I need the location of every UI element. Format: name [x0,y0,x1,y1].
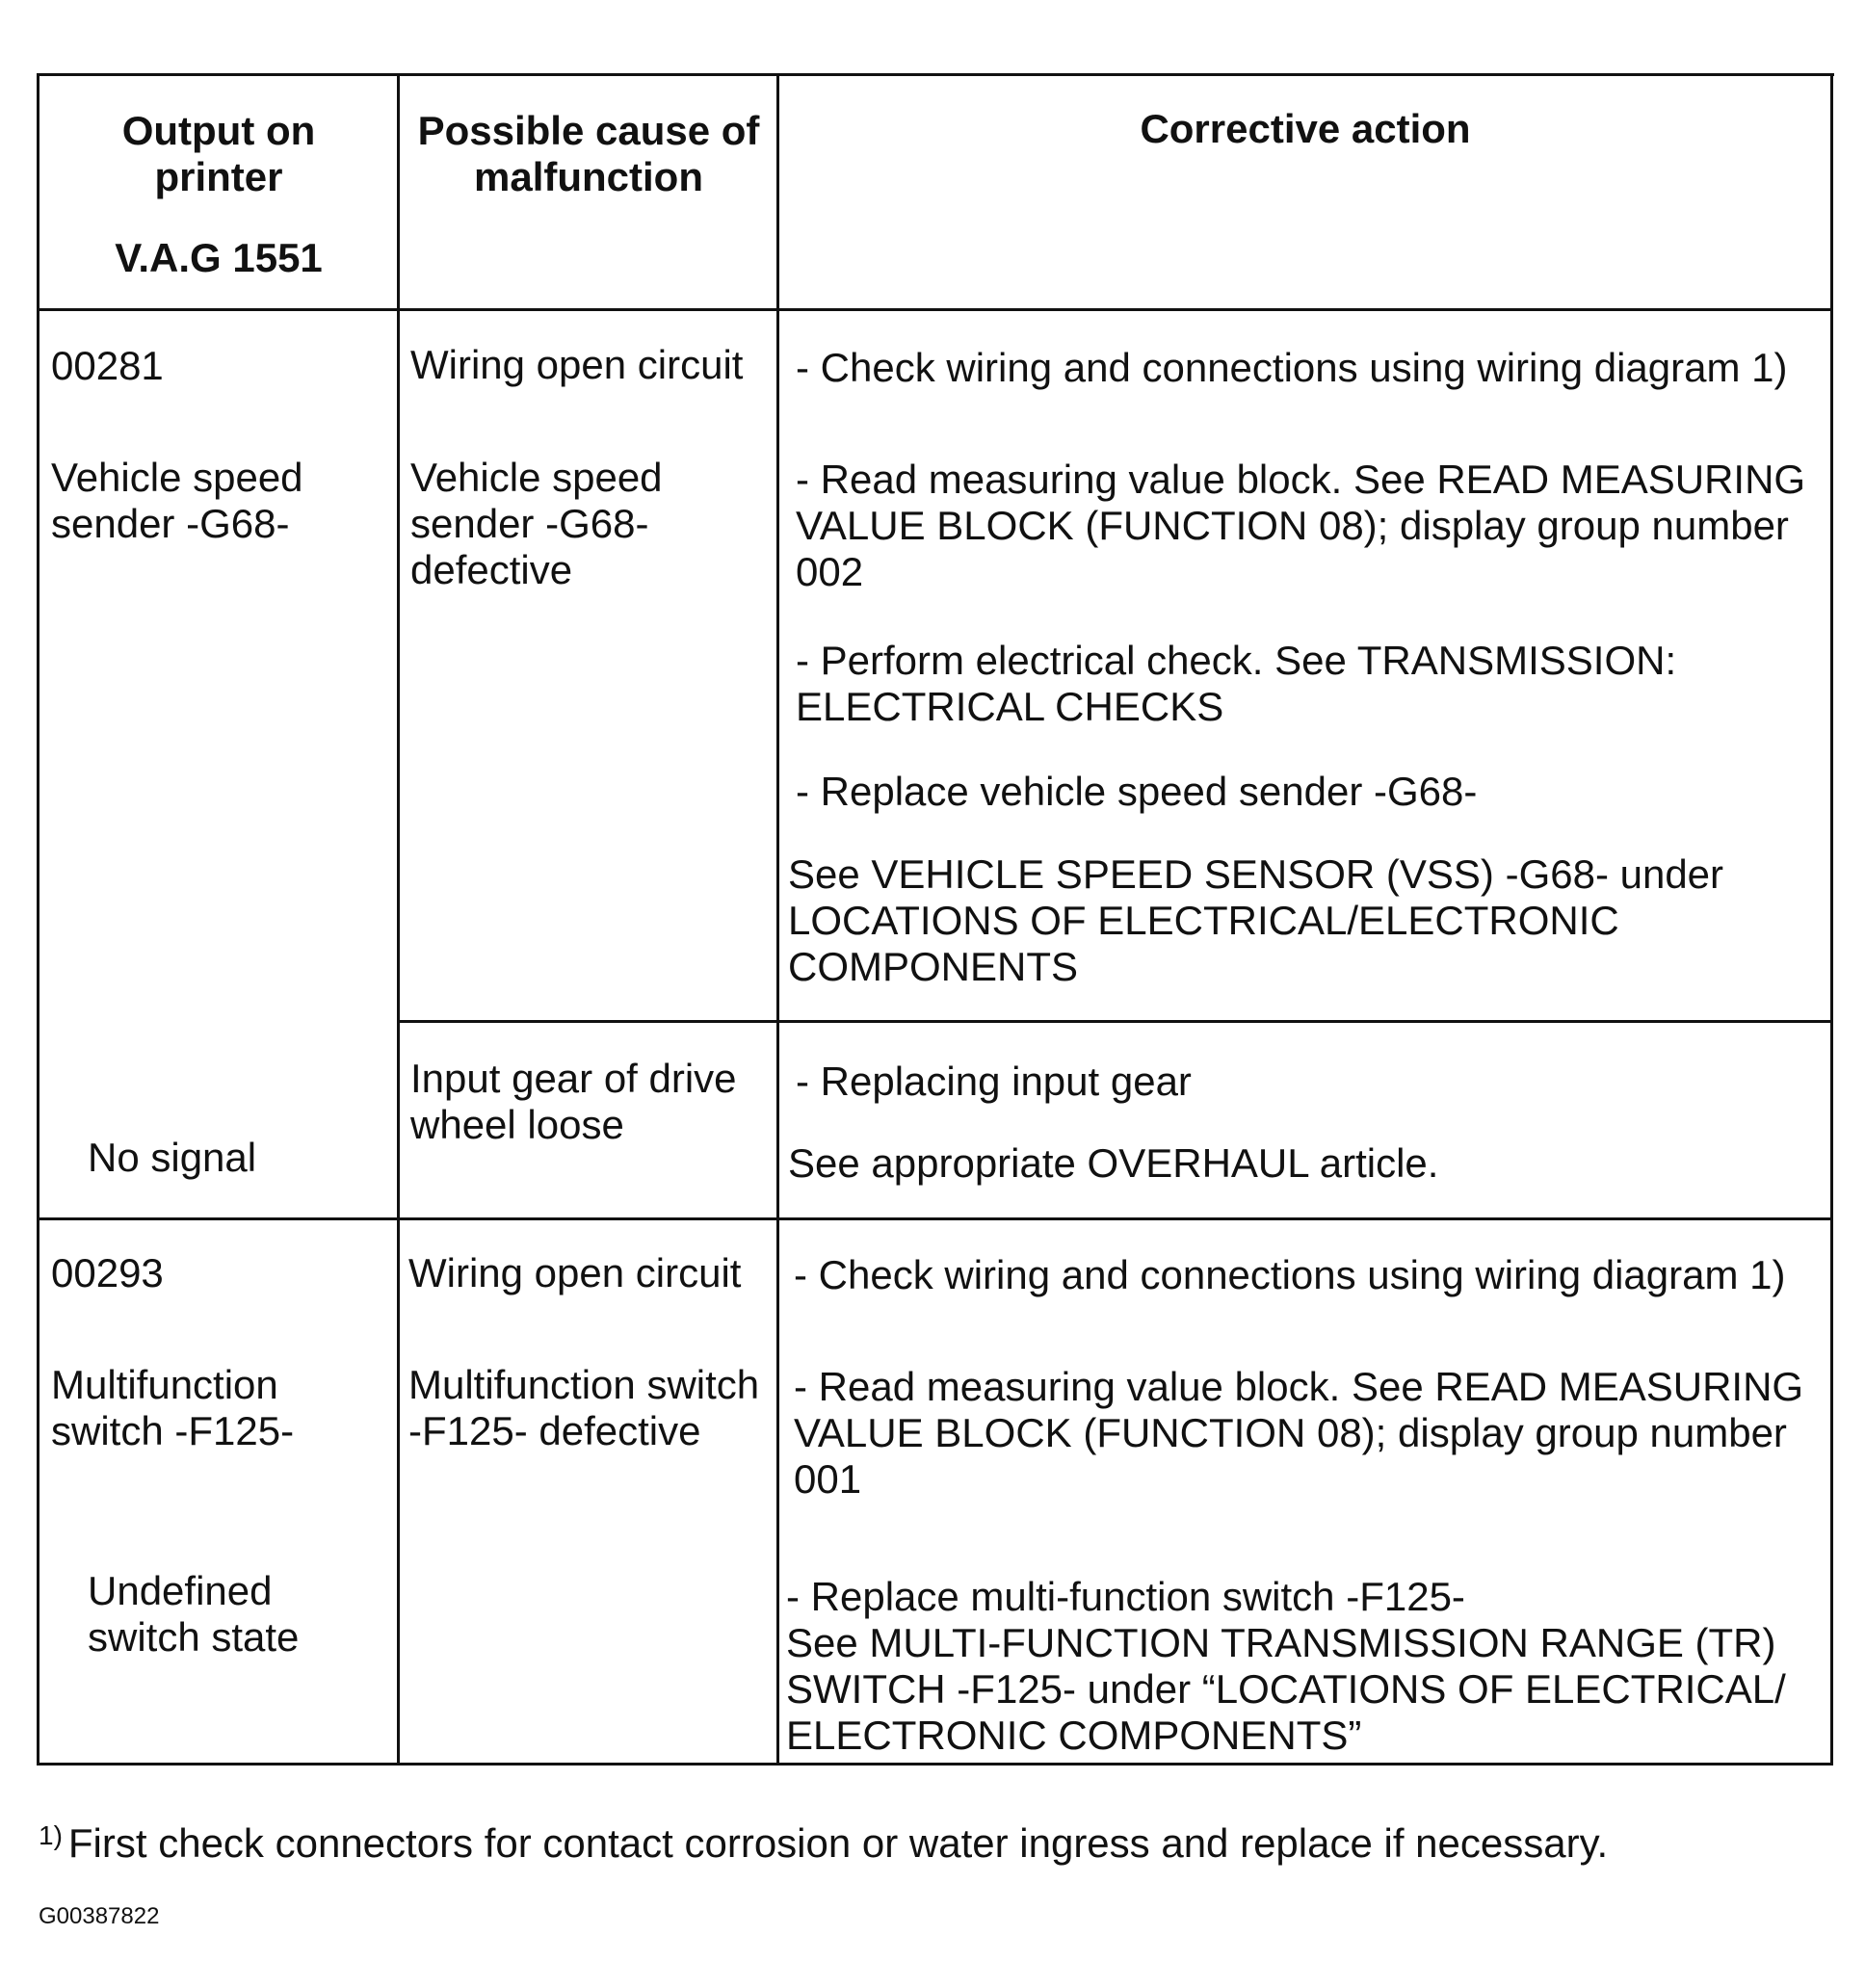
fault-component: Vehicle speed sender -G68- [51,455,303,546]
header-divider [39,308,1832,311]
header-possible-cause: Possible cause of malfunction [417,108,760,199]
action-electrical-check: - Perform electrical check. See TRANSMISSION: ELECTRICAL CHECKS [796,638,1677,729]
cause-switch-defective: Multifunction switch -F125- defective [408,1362,760,1453]
figure-id: G00387822 [39,1903,160,1929]
header-corrective-action: Corrective action [1140,106,1471,151]
table-border-right [1830,73,1833,1766]
footnote [39,1820,1608,1867]
table-border-bottom [37,1763,1832,1766]
action-replace-input-gear: - Replacing input gear [796,1059,1192,1104]
cause-sender-defective: Vehicle speed sender -G68- defective [410,455,663,592]
fault-component: Multifunction switch -F125- [51,1362,295,1453]
cause-wiring-open-circuit: Wiring open circuit [410,342,744,387]
fault-code: 00281 [51,343,164,388]
header-vag-1551: V.A.G 1551 [115,235,323,280]
column-divider-2 [776,73,779,1766]
fault-code: 00293 [51,1250,164,1295]
column-divider-1 [397,73,400,1766]
cause-divider-input-gear [397,1020,1832,1023]
footnote-text: First check connectors for contact corrosion or water ingress and replace if necessary. [67,1820,1609,1866]
action-check-wiring: - Check wiring and connections using wiring diagram 1) [796,345,1788,390]
action-read-measuring-block: - Read measuring value block. See READ MEASURING VALUE BLOCK (FUNCTION 08); display group number 002 [796,457,1806,594]
action-replace-sender: - Replace vehicle speed sender -G68- [796,769,1478,814]
row-divider-00293 [39,1217,1832,1220]
fault-condition: No signal [88,1135,257,1180]
action-replace-switch: - Replace multi-function switch -F125- See MULTI-FUNCTION TRANSMISSION RANGE (TR) SWITCH -F125- under “LOCATIONS OF ELECTRICAL/ ELECTRONIC COMPONENTS” [786,1574,1786,1758]
table-border-left [37,73,39,1766]
action-read-measuring-block: - Read measuring value block. See READ MEASURING VALUE BLOCK (FUNCTION 08); display group number 001 [794,1364,1804,1502]
cause-input-gear-loose: Input gear of drive wheel loose [410,1056,737,1147]
action-see-vss-location: See VEHICLE SPEED SENSOR (VSS) -G68- under LOCATIONS OF ELECTRICAL/ELECTRONIC COMPONENTS [788,851,1724,989]
action-see-overhaul: See appropriate OVERHAUL article. [788,1140,1439,1186]
action-check-wiring: - Check wiring and connections using wiring diagram 1) [794,1252,1786,1297]
footnote-marker: 1) [39,1820,63,1850]
table-border-top [39,73,1834,76]
header-output-on-printer: Output on printer [121,108,316,199]
cause-wiring-open-circuit: Wiring open circuit [408,1250,742,1295]
fault-condition: Undefined switch state [88,1568,300,1660]
